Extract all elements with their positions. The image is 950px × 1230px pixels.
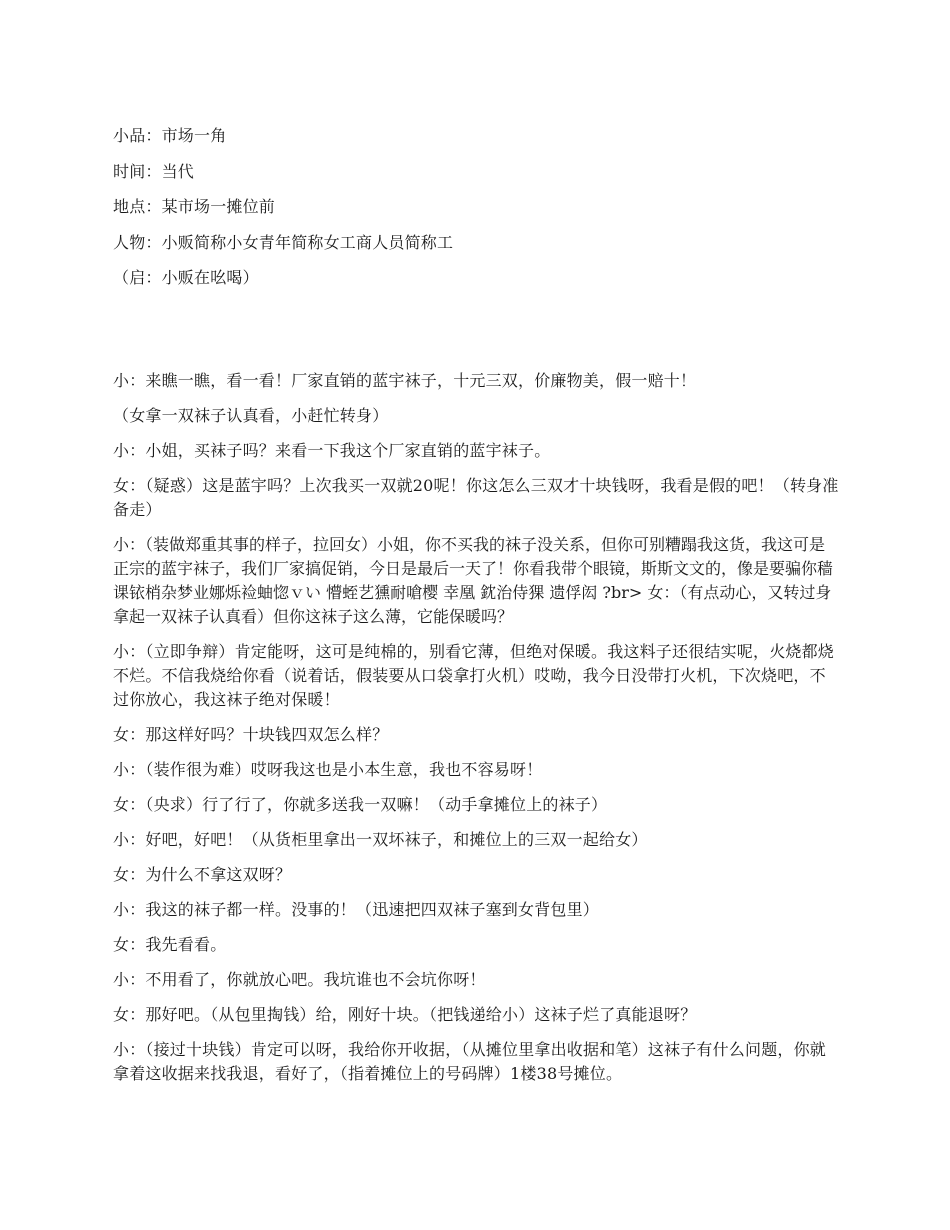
dialogue-line: 小：（立即争辩）肯定能呀，这可是纯棉的，别看它薄，但绝对保暖。我这料子还很结实呢，火烧都烧不烂。不信我烧给你看（说着话，假装要从口袋拿打火机）哎呦，我今日没带打火机，下次烧吧，不过你放心，我这袜子绝对保暖！ xyxy=(113,641,835,709)
script-body xyxy=(113,124,840,1097)
dialogue-line: 小：好吧，好吧！（从货柜里拿出一双坏袜子，和摊位上的三双一起给女） xyxy=(113,829,648,849)
dialogue-line: 小：来瞧一瞧，看一看！厂家直销的蓝宇袜子，十元三双，价廉物美，假一赔十！ xyxy=(113,370,697,390)
dialogue-line: 女：（央求）行了行了，你就多送我一双嘛！（动手拿摊位上的袜子） xyxy=(113,794,608,814)
skit-title: 小品：市场一角 xyxy=(113,126,227,145)
section-gap xyxy=(113,302,840,369)
dialogue-line: 女：为什么不拿这双呀？ xyxy=(113,864,292,884)
dialogue-line: 女：那好吧。（从包里掏钱）给，刚好十块。（把钱递给小）这袜子烂了真能退呀？ xyxy=(113,1004,697,1024)
dialogue-line: 女：那这样好吗？十块钱四双怎么样？ xyxy=(113,724,389,744)
dialogue-line: 小：我这的袜子都一样。没事的！（迅速把四双袜子塞到女背包里） xyxy=(113,899,600,919)
stage-direction: （女拿一双袜子认真看，小赶忙转身） xyxy=(113,405,389,425)
dialogue-line: 小：（接过十块钱）肯定可以呀，我给你开收据，（从摊位里拿出收据和笔）这袜子有什么问题，你就拿着这收据来找我退，看好了，（指着摊位上的号码牌）1楼38号摊位。 xyxy=(113,1039,827,1083)
dialogue-line: 小：小姐，买袜子吗？来看一下我这个厂家直销的蓝宇袜子。 xyxy=(113,440,551,460)
dialogue-line: 女：（疑惑）这是蓝宇吗？上次我买一双就20呢！你这怎么三双才十块钱呀，我看是假的吧！（转身准备走） xyxy=(113,475,839,519)
characters-line: 人物：小贩简称小女青年简称女工商人员简称工 xyxy=(113,232,454,252)
dialogue-line: 女：我先看看。 xyxy=(113,934,227,954)
opening-direction: （启：小贩在吆喝） xyxy=(113,268,259,287)
dialogue-line: 小：（装做郑重其事的样子，拉回女）小姐，你不买我的袜子没关系，但你可别糟蹋我这货，我这可是正宗的蓝宇袜子，我们厂家搞促销，今日是最后一天了！你看我带个眼镜，斯斯文文的，像是要骗你穑课铱梢杂梦业娜烁裣蚰惚ｖい 懵蛭艺獯耐嗆樱 幸凰 鈂治侍猓 遗俘闳 ?br> 女：（有点动心，又转过身拿起一双袜子认真看）但你这袜子这么薄，它能保暖吗？ xyxy=(113,534,834,626)
dialogue-line: 小：不用看了，你就放心吧。我坑谁也不会坑你呀！ xyxy=(113,969,486,989)
place-line: 地点：某市场一摊位前 xyxy=(113,197,276,216)
time-line: 时间：当代 xyxy=(113,161,195,181)
dialogue-line: 小：（装作很为难）哎呀我这也是小本生意，我也不容易呀！ xyxy=(113,759,543,779)
